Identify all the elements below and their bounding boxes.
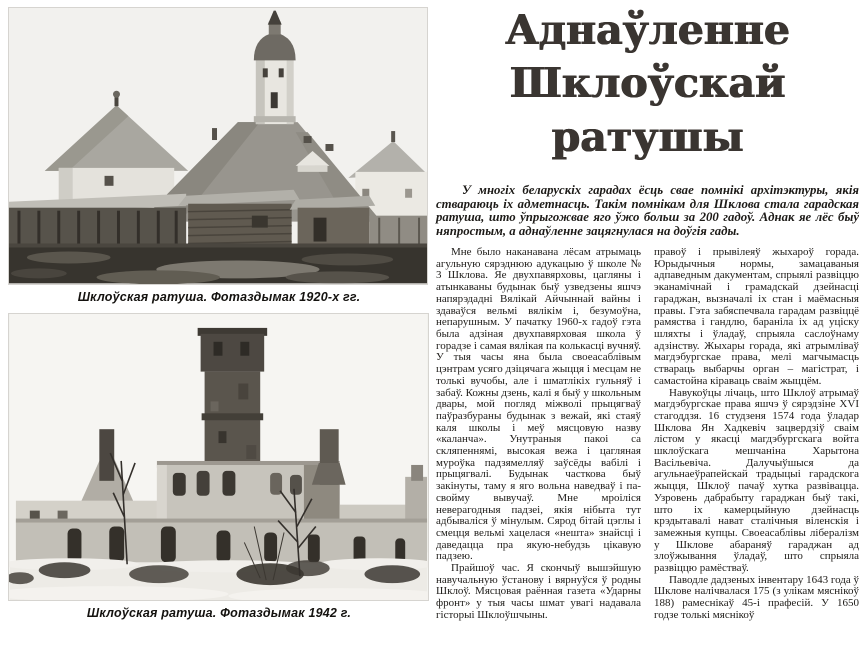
column-right <box>654 247 859 661</box>
article <box>430 0 859 624</box>
town-hall-1920s-photo <box>8 7 428 285</box>
column-left <box>436 247 641 661</box>
headline-line2: Шклоўскай ратушы <box>509 59 786 161</box>
body-columns <box>436 247 859 661</box>
article-headline <box>436 4 859 164</box>
paragraph-magdeburg-rights: правоў і прывілеяў жыхароў горада. Юрыдычныя нормы, замацаваныя адпаведным дакументам, спрыялі развіццю эканамічнай і грамадскай дзейнасці гараджан, вызначалі іх стан і маёмасныя правы. Гэта забяспечвала гарадам развіццё рамяства і гандлю, бараніла іх ад уціску шляхты і ўладаў, спрыяла саслоўнаму адзінству. Жыхары горада, які атрымліваў магдэбургскае права, мелі магчымасць ствараць выбарчы орган – магістрат, і самастойна кіраваць сваім жыццём. <box>654 247 859 387</box>
paragraph-16th-century: Навукоўцы лічаць, што Шклоў атрымаў магдэбургскае права яшчэ ў сярэдзіне XVI стагоддзя. 16 студзеня 1574 года ўладар Шклова Ян Хадкевіч зацвердзіў сваім лістом у якасці магдэбургскага войта шклоўскага мешчаніна Харытона Васільевіча. Далучыўшыся да агульнаеўрапейскай традыцыі гарадскога жыцця, Шклоў пачаў хутка развівацца. Узровень дабрабыту гараджан быў такі, што іх камерцыйную дзейнасць крэдытавалі нават сталічныя віленскія і замежныя купцы. Своеасаблівы лібералізм у Шклове абараняў гараджан ад злоўжывання ўладаў, што спрыяла развіццю рамёстваў. <box>654 386 859 575</box>
town-hall-ruins-1942-photo <box>8 313 429 601</box>
lead-paragraph: У многіх беларускіх гарадах ёсць свае помнікі архітэктуры, якія ствараюць іх адметнасць. Такім помнікам для Шклова стала гарадская ратуша, што ўпрыгожвае яго ўжо больш за 200 гадоў. Аднак яе лёс быў няпростым, а аднаўленне зацягнулася на доўгія гады. <box>436 182 859 239</box>
figure-ratusha-1942 <box>8 313 430 620</box>
figure-ratusha-1920s <box>8 7 430 304</box>
photo-column <box>0 0 430 624</box>
paragraph-school-memories: Мне было наканавана лёсам атрымаць агульную сярэднюю адукацыю ў школе № 3 Шклова. Яе двухпавярховы, цагляны і атынкаваны будынак быў узведзены яшчэ напярэдадні Вялікай Айчыннай вайны і здаваўся вельмі вялікім і, безумоўна, непарушным. У пачатку 1960-х гадоў гэта была адзіная двухпавярховая школа ў горадзе і самая вялікая па колькасці вучняў. У тыя часы яна была своеасаблівым цэнтрам усяго дзіцячага жыцця і месцам не толькі вучобы, але і шматлікіх гульняў і забаў. Кожны дзень, калі я быў у школьным двары, мой погляд міжволі прыцягваў паўразбураны будынак з вежай, які стаяў каля школы і меў мясцовую назву «каланча». Унутраныя пакоі са скляпеннямі, высокая вежа і цагляная муроўка падзямелляў заўсёды вабілі і прыцягвалі. Будынак часткова быў закінуты, таму я яго вольна наведваў і па-свойму вывучаў. Мне мроіліся неверагодныя падзеі, якія нібыта тут адбываліся ў мінулым. Сярод бітай цэглы і смецця вельмі хацелася «нешта» знайсці і даведацца пра якую-небудзь цікавую падзею. <box>436 247 641 563</box>
paragraph-inventory-1643: Паводле дадзеных інвентару 1643 года ў Шклове налічвалася 175 (з улікам мяснікоў 188) рамеснікаў 45-і прафесій. У 1650 годзе толькі мяснікоў <box>654 573 859 621</box>
photo-caption-1942: Шклоўская ратуша. Фотаздымак 1942 г. <box>86 606 352 620</box>
photo-caption-1920s: Шклоўская ратуша. Фотаздымак 1920-х гг. <box>77 290 361 304</box>
paragraph-newspaper-return: Прайшоў час. Я скончыў вышэйшую навучальную ўстанову і вярнуўся ў родны Шклоў. Мясцовая раённая газета «Ударны фронт» у тыя часы шмат увагі надавала гісторыі Шклоўшчыны. <box>436 562 641 621</box>
headline-line1: Аднаўленне <box>505 6 790 54</box>
